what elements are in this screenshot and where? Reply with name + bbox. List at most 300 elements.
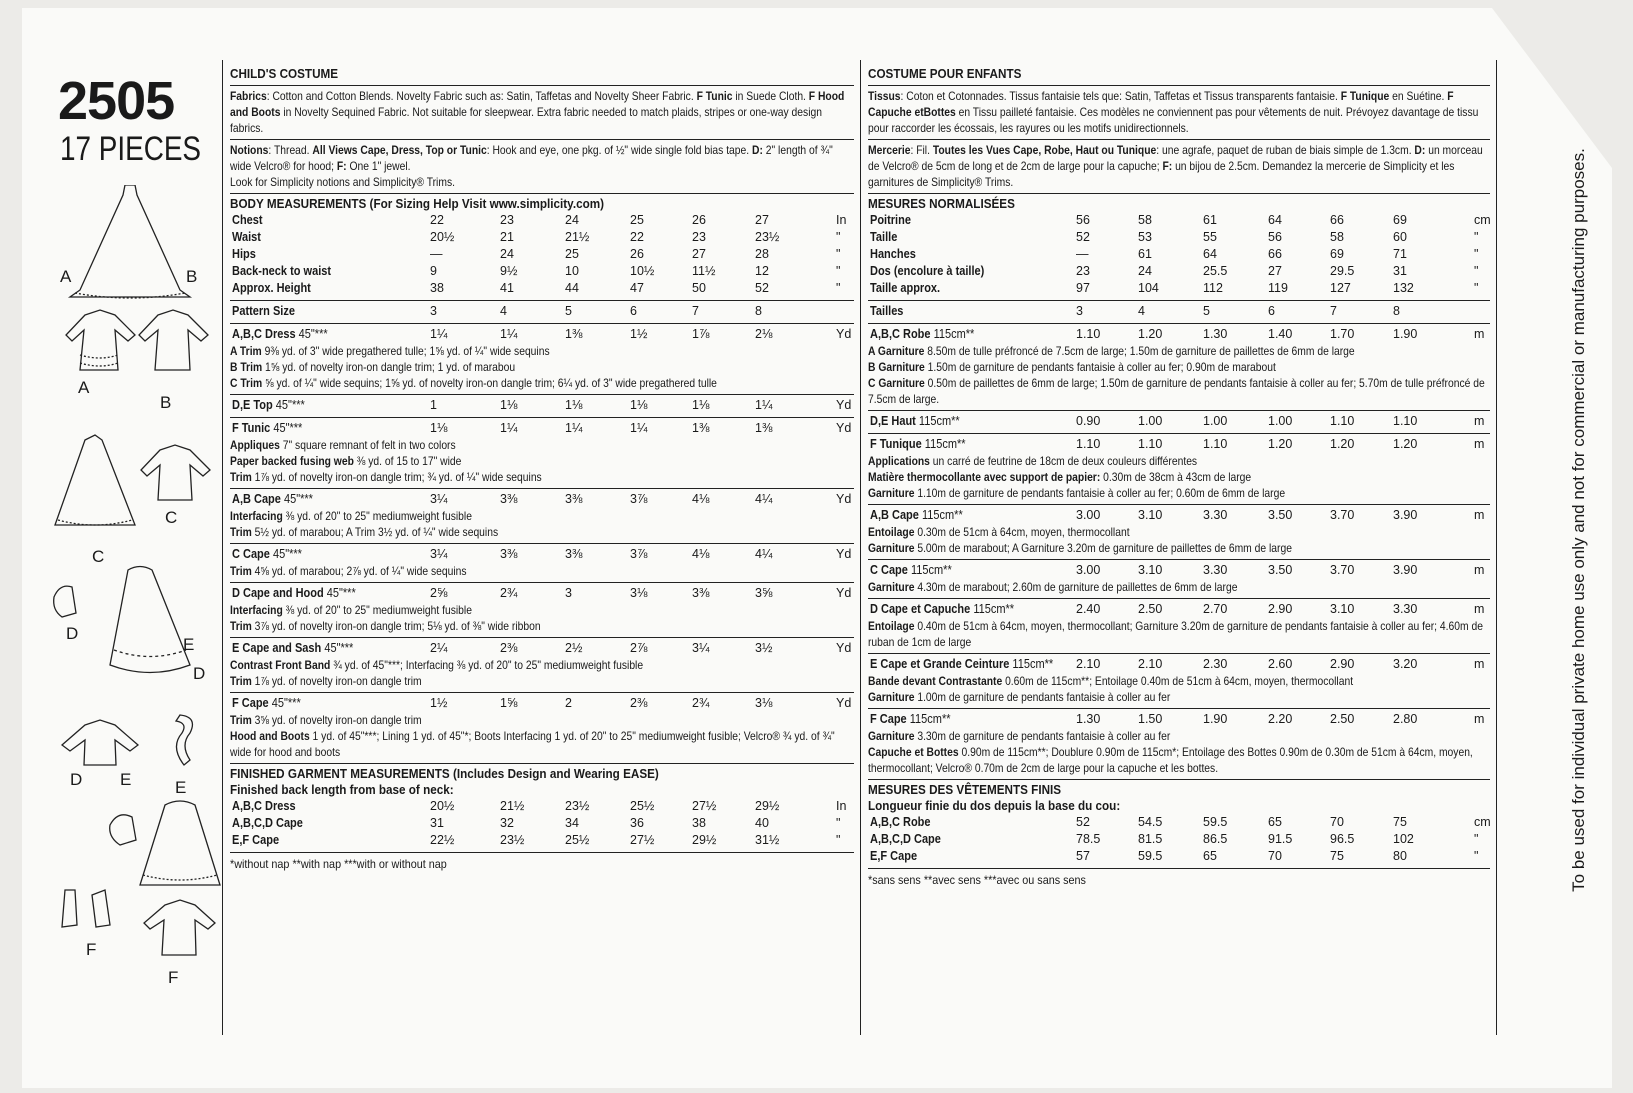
yardage-value: 3⅞	[630, 492, 648, 506]
trim-line	[868, 343, 1489, 359]
yardage-value: 3⅝	[755, 586, 773, 600]
rule	[230, 193, 854, 194]
body-measurements-title: BODY MEASUREMENTS (For Sizing Help Visit www.simplicity.com)	[230, 196, 605, 211]
yardage-block	[230, 326, 854, 391]
body-measurement-row-label: Hips	[232, 247, 256, 261]
fabrics-paragraph	[868, 88, 1489, 136]
rule	[230, 763, 854, 764]
finished-measurement-row-value: 65	[1203, 849, 1217, 863]
body-measurement-row-value: 25	[630, 213, 644, 227]
trim-line-label: Trim	[230, 674, 252, 688]
trim-line	[230, 343, 852, 359]
body-measurement-row	[868, 212, 1490, 229]
yardage-value: 3.00	[1076, 563, 1101, 577]
yardage-unit: m	[1474, 712, 1485, 726]
rule	[868, 653, 1490, 654]
yardage-value: 3.50	[1268, 563, 1293, 577]
trim-line	[868, 540, 1489, 556]
yardage-unit: Yd	[836, 492, 852, 506]
body-measurement-row-value: 69	[1393, 213, 1407, 227]
trim-line-text: 1⅝ yd. of novelty iron-on dangle trim; 1 yd. of marabou	[264, 360, 516, 374]
dress-a-drawing	[66, 310, 135, 370]
trim-line-label: B Garniture	[868, 360, 925, 374]
body-measurement-row-label: Dos (encolure à taille)	[870, 264, 985, 278]
yardage-view	[870, 656, 1053, 673]
yardage-value: 1.20	[1330, 437, 1355, 451]
trim-line	[230, 508, 852, 524]
yardage-value: 1¼	[430, 327, 448, 341]
rule	[230, 417, 854, 418]
pieces-count: 17 PIECES	[60, 130, 202, 168]
finished-measurement-row	[230, 815, 854, 832]
yardage-value: 2.60	[1268, 657, 1293, 671]
yardage-value: 4¼	[755, 547, 773, 561]
hood-f-drawing	[110, 815, 136, 845]
fabrics-view-1: F Tunic	[696, 89, 733, 103]
body-measurement-row-value: 119	[1268, 281, 1288, 295]
yardage-value: 1.10	[1203, 437, 1228, 451]
rule	[868, 85, 1490, 86]
body-measurement-row-value: 97	[1076, 281, 1090, 295]
costume-title: COSTUME POUR ENFANTS	[868, 66, 1022, 81]
body-measurements-title: MESURES NORMALISÉES	[868, 196, 1015, 211]
yardage-value: 3.70	[1330, 508, 1355, 522]
yardage-value: 4⅛	[692, 492, 710, 506]
body-measurement-row-value: 60	[1393, 230, 1407, 244]
trim-line-text: ⅜ yd. of 15 to 17" wide	[356, 454, 462, 468]
trim-line-label: A Trim	[230, 344, 262, 358]
body-measurement-row-value: 10½	[630, 264, 655, 278]
trim-line-text: 0.90m de 115cm**; Doublure 0.90m de 115cm*; Entoilage des Bottes 0.90m de 0.30m de 51cm à 64cm, moyen, thermocollant; Velcro® 0.70m de 2cm de large pour la capuche et les bottes.	[868, 745, 1473, 775]
yardage-block	[230, 695, 854, 760]
dress-c-drawing	[141, 445, 210, 500]
rule	[868, 598, 1490, 599]
trim-line	[230, 359, 852, 375]
rule	[230, 85, 854, 86]
yardage-value: 2.10	[1138, 657, 1163, 671]
yardage-fabric-width: 45"***	[326, 586, 356, 600]
finished-measurement-row-value: 25½	[565, 833, 590, 847]
yardage-value: 3.30	[1203, 563, 1228, 577]
trim-line-label: Trim	[230, 713, 252, 727]
yardage-value: 1	[430, 398, 437, 412]
finished-measurement-row-value: 31½	[755, 833, 780, 847]
trim-line-label: Applications	[868, 454, 930, 468]
yardage-block	[868, 656, 1490, 705]
yardage-row	[230, 546, 854, 563]
body-measurement-row-value: 58	[1138, 213, 1152, 227]
body-measurement-row-unit: "	[836, 230, 841, 244]
finished-measurement-row-value: 23½	[565, 799, 590, 813]
trim-line-text: 1.50m de garniture de pendants fantaisie à coller au fer; 0.90m de marabout	[927, 360, 1276, 374]
finished-measurement-row-label: E,F Cape	[870, 849, 918, 863]
sash-e-drawing	[176, 715, 192, 765]
body-measurement-row-value: 50	[692, 281, 706, 295]
trim-line-text: 0.40m de 51cm à 64cm, moyen, thermocollant; Garniture 3.20m de garniture de pendants fantaisie à coller au fer; 4.60m de ruban de 1cm de large	[868, 619, 1483, 649]
yardage-value: 2⅝	[430, 586, 448, 600]
yardage-view	[870, 436, 966, 453]
rule	[230, 139, 854, 140]
tunic-f-drawing	[144, 900, 215, 955]
yardage-view-label: D Cape et Capuche	[870, 602, 971, 616]
body-measurement-row-value: 24	[565, 213, 579, 227]
yardage-unit: Yd	[836, 398, 852, 412]
body-measurement-row-value: 27	[692, 247, 706, 261]
english-column	[230, 66, 854, 1033]
yardage-unit: Yd	[836, 421, 852, 435]
rule	[868, 559, 1490, 560]
yardage-view-label: F Cape	[232, 696, 269, 710]
trim-line	[868, 673, 1489, 689]
trim-line-text: 1.00m de garniture de pendants fantaisie à coller au fer	[917, 690, 1171, 704]
yardage-value: 2.80	[1393, 712, 1418, 726]
yardage-value: 3.10	[1330, 602, 1355, 616]
body-measurement-row-value: 66	[1268, 247, 1282, 261]
body-measurement-row-value: 26	[630, 247, 644, 261]
illus-label-e2: E	[120, 770, 132, 789]
yardage-block	[868, 507, 1490, 556]
trim-line-label: C Garniture	[868, 376, 925, 390]
yardage-value: 3⅜	[500, 547, 518, 561]
yardage-block	[230, 491, 854, 540]
yardage-value: 1.20	[1393, 437, 1418, 451]
yardage-value: 1⅛	[500, 398, 518, 412]
trim-line-text: 0.30m de 38cm à 43cm de large	[1103, 470, 1252, 484]
trim-line-label: Garniture	[868, 580, 915, 594]
trim-line	[868, 375, 1489, 407]
body-measurement-row-value: 23½	[755, 230, 780, 244]
yardage-block	[230, 546, 854, 579]
usage-notice-text: To be used for individual private home use only and not for commercial or manufacturing purposes.	[1569, 148, 1588, 892]
notions-text-3: un morceau de Velcro® de 5cm de long et de 2cm de large pour la capuche;	[868, 143, 1483, 173]
trim-line	[230, 712, 852, 728]
trim-line-label: Trim	[230, 619, 252, 633]
pattern-size-row-label: Pattern Size	[232, 304, 295, 318]
rule	[868, 868, 1490, 869]
body-measurement-row	[230, 280, 854, 297]
pattern-size-row-value: 8	[1393, 304, 1400, 318]
finished-measurement-row-value: 29½	[755, 799, 780, 813]
body-measurement-row-value: 11½	[692, 264, 716, 278]
body-measurement-row	[230, 229, 854, 246]
finished-measurement-row-value: 70	[1330, 815, 1344, 829]
illus-label-a1: A	[60, 267, 72, 286]
trim-line-label: Interfacing	[230, 603, 283, 617]
yardage-unit: Yd	[836, 696, 852, 710]
yardage-block	[230, 585, 854, 634]
trim-line	[230, 602, 852, 618]
finished-measurement-row-value: 20½	[430, 799, 455, 813]
garment-illustrations	[40, 185, 225, 1015]
trim-line-text: 4.30m de marabout; 2.60m de garniture de paillettes de 6mm de large	[917, 580, 1238, 594]
yardage-value: 1½	[430, 696, 448, 710]
yardage-value: 2¾	[692, 696, 710, 710]
yardage-value: 1½	[630, 327, 648, 341]
body-measurement-row	[230, 263, 854, 280]
body-measurement-row-value: 27	[755, 213, 769, 227]
body-measurement-row-label: Back-neck to waist	[232, 264, 332, 278]
notions-text: : Thread.	[268, 143, 313, 157]
finished-measurement-row-value: 102	[1393, 832, 1414, 846]
notions-paragraph	[868, 142, 1489, 190]
body-measurement-row-value: 9½	[500, 264, 518, 278]
notions-view-f: F:	[1162, 159, 1173, 173]
yardage-value: 1⅛	[630, 398, 648, 412]
yardage-value: 1.00	[1268, 414, 1293, 428]
notions-text-3: 2" length of ¾" wide Velcro® for hood;	[230, 143, 833, 173]
body-measurement-row-value: 21½	[565, 230, 590, 244]
hood-d-drawing	[54, 586, 76, 617]
body-measurement-row-label: Waist	[232, 230, 261, 244]
yardage-value: 1⅛	[565, 398, 583, 412]
yardage-view-label: D Cape and Hood	[232, 586, 324, 600]
finished-measurement-row-label: A,B,C,D Cape	[870, 832, 941, 846]
trim-line-label: B Trim	[230, 360, 263, 374]
finished-measurements-title: FINISHED GARMENT MEASUREMENTS (Includes Design and Wearing EASE)	[230, 766, 659, 781]
yardage-row	[868, 413, 1490, 430]
body-measurement-row-value: 56	[1268, 230, 1282, 244]
yardage-value: 1⅝	[500, 696, 518, 710]
yardage-value: 2⅛	[755, 327, 773, 341]
pattern-size-row	[230, 303, 854, 320]
rule	[230, 582, 854, 583]
yardage-view	[232, 326, 328, 343]
body-measurement-row-value: 25.5	[1203, 264, 1228, 278]
body-measurement-row-value: 23	[1076, 264, 1090, 278]
body-measurement-row-value: 47	[630, 281, 644, 295]
trim-line	[868, 744, 1489, 776]
illus-label-e1: E	[183, 635, 195, 654]
yardage-value: 2.40	[1076, 602, 1101, 616]
yardage-value: 3.50	[1268, 508, 1293, 522]
notions-text-2: : Hook and eye, one pkg. of ½" wide single fold bias tape.	[486, 143, 753, 157]
rule	[230, 637, 854, 638]
yardage-block	[230, 397, 854, 414]
trim-line	[868, 485, 1489, 501]
pattern-size-row	[868, 303, 1490, 320]
top-de-drawing	[62, 720, 138, 765]
rule	[868, 193, 1490, 194]
body-measurement-row-unit: "	[836, 247, 841, 261]
yardage-view-label: D,E Top	[232, 398, 273, 412]
fabrics-text: : Cotton and Cotton Blends. Novelty Fabric such as: Satin, Taffetas and Novelty Sheer Fabric.	[266, 89, 697, 103]
trim-line-text: 4⅝ yd. of marabou; 2⅞ yd. of ¼" wide sequins	[254, 564, 467, 578]
notions-label: Mercerie	[868, 143, 911, 157]
yardage-value: 3.30	[1203, 508, 1228, 522]
trim-line-text: 9⅜ yd. of 3" wide pregathered tulle; 1⅝ yd. of ¼" wide sequins	[264, 344, 550, 358]
body-measurement-row-value: 38	[430, 281, 444, 295]
yardage-fabric-width: 45"***	[324, 641, 354, 655]
yardage-fabric-width: 45"***	[298, 327, 328, 341]
pattern-size-row-value: 6	[630, 304, 637, 318]
yardage-fabric-width: 45"***	[271, 696, 301, 710]
rule	[230, 692, 854, 693]
trim-line	[868, 524, 1489, 540]
rule	[230, 488, 854, 489]
pattern-size-row-value: 5	[1203, 304, 1210, 318]
illus-label-b1: B	[186, 267, 198, 286]
body-measurement-row	[868, 280, 1490, 297]
trim-line-label: A Garniture	[868, 344, 925, 358]
finished-measurement-row-value: 65	[1268, 815, 1282, 829]
trim-line-text: 1⅞ yd. of novelty iron-on dangle trim	[254, 674, 422, 688]
yardage-value: 1¼	[755, 398, 773, 412]
body-measurement-row-unit: "	[836, 264, 841, 278]
illus-label-a2: A	[78, 378, 90, 397]
yardage-value: 1.10	[1138, 437, 1163, 451]
yardage-row	[230, 326, 854, 343]
yardage-unit: m	[1474, 437, 1485, 451]
yardage-value: 1.90	[1393, 327, 1418, 341]
body-measurement-row-value: 23	[692, 230, 706, 244]
pattern-size-row-value: 3	[430, 304, 437, 318]
trim-line-label: C Trim	[230, 376, 263, 390]
yardage-fabric-width: 115cm**	[973, 602, 1015, 616]
finished-measurement-row-value: 22½	[430, 833, 455, 847]
trim-line-text: ⅜ yd. of 20" to 25" mediumweight fusible	[285, 509, 472, 523]
body-measurement-row-value: 61	[1203, 213, 1217, 227]
finished-measurement-row-value: 38	[692, 816, 706, 830]
body-measurement-row-value: 23	[500, 213, 514, 227]
yardage-value: 2.50	[1138, 602, 1163, 616]
body-measurement-row-unit: "	[1474, 281, 1479, 295]
body-measurement-row-value: 12	[755, 264, 769, 278]
body-measurement-row	[230, 212, 854, 229]
yardage-view	[870, 413, 960, 430]
pattern-size-row-value: 4	[500, 304, 507, 318]
yardage-value: 1¼	[500, 327, 518, 341]
trim-line-label: Entoilage	[868, 619, 915, 633]
pattern-size-row-label: Tailles	[870, 304, 904, 318]
yardage-block	[230, 420, 854, 485]
yardage-value: 2¾	[500, 586, 518, 600]
body-measurement-row-value: 52	[755, 281, 769, 295]
trim-line-label: Contrast Front Band	[230, 658, 331, 672]
trim-line-text: 1⅞ yd. of novelty iron-on dangle trim; ¾ yd. of ¼" wide sequins	[254, 470, 542, 484]
dress-b-drawing	[139, 310, 208, 370]
yardage-value: 3.10	[1138, 563, 1163, 577]
trim-line-label: Garniture	[868, 729, 915, 743]
pattern-size-row-value: 7	[1330, 304, 1337, 318]
rule	[868, 139, 1490, 140]
finished-measurement-row-value: 57	[1076, 849, 1090, 863]
yardage-block	[868, 711, 1490, 776]
pattern-size-row-value: 3	[1076, 304, 1083, 318]
yardage-fabric-width: 45"***	[283, 492, 313, 506]
yardage-value: 2	[565, 696, 572, 710]
body-measurement-row-value: 20½	[430, 230, 455, 244]
body-measurement-row-value: 112	[1203, 281, 1223, 295]
yardage-view-label: A,B Cape	[232, 492, 281, 506]
yardage-value: 2.70	[1203, 602, 1228, 616]
body-measurement-row-unit: cm	[1474, 213, 1491, 227]
trim-line	[868, 618, 1489, 650]
yardage-view-label: A,B Cape	[870, 508, 919, 522]
trim-line	[868, 453, 1489, 469]
rule	[868, 433, 1490, 434]
yardage-fabric-width: 115cm**	[910, 563, 952, 577]
yardage-value: 3⅜	[565, 547, 583, 561]
notions-text-5: Look for Simplicity notions and Simplicity® Trims.	[230, 175, 455, 189]
yardage-value: 3⅜	[565, 492, 583, 506]
finished-measurement-row-value: 21½	[500, 799, 525, 813]
yardage-view	[870, 562, 952, 579]
finished-measurement-row-value: 27½	[692, 799, 717, 813]
body-measurement-row-unit: "	[1474, 247, 1479, 261]
body-measurement-row-value: 27	[1268, 264, 1282, 278]
body-measurement-row-value: 71	[1393, 247, 1407, 261]
yardage-value: 1.40	[1268, 327, 1293, 341]
rule	[868, 323, 1490, 324]
yardage-value: 2¼	[430, 641, 448, 655]
yardage-value: 3½	[755, 641, 773, 655]
finished-measurement-row-value: 36	[630, 816, 644, 830]
trim-line-label: Trim	[230, 564, 252, 578]
fabrics-label: Tissus	[868, 89, 901, 103]
yardage-view	[870, 711, 951, 728]
notions-text-4: un bijou de 2.5cm. Demandez la mercerie de Simplicity et les garnitures de Simplicity® Trims.	[868, 159, 1455, 189]
yardage-view-label: D,E Haut	[870, 414, 916, 428]
yardage-value: 1.00	[1138, 414, 1163, 428]
body-measurement-row-unit: "	[1474, 264, 1479, 278]
yardage-value: 2⅞	[630, 641, 648, 655]
yardage-fabric-width: 115cm**	[924, 437, 966, 451]
finished-back-length-subtitle: Finished back length from base of neck:	[230, 782, 454, 797]
body-measurement-row-label: Poitrine	[870, 213, 911, 227]
yardage-value: 3.70	[1330, 563, 1355, 577]
body-measurement-row-value: 22	[430, 213, 444, 227]
trim-line-text: ⅜ yd. of 20" to 25" mediumweight fusible	[285, 603, 472, 617]
yardage-value: 3¼	[692, 641, 710, 655]
yardage-value: 3.00	[1076, 508, 1101, 522]
body-measurement-row-value: 28	[755, 247, 769, 261]
finished-measurement-row-value: 80	[1393, 849, 1407, 863]
boots-f-drawing	[62, 890, 110, 927]
yardage-value: 1⅛	[692, 398, 710, 412]
fabrics-text-3: in Novelty Sequined Fabric. Not suitable for sleepwear. Extra fabric needed to match plaids, stripes or one-way design fabrics.	[230, 105, 822, 135]
yardage-view	[232, 546, 302, 563]
pattern-size-row-value: 8	[755, 304, 762, 318]
divider-middle	[860, 60, 861, 1035]
illus-label-d2: D	[193, 664, 206, 683]
fabrics-label: Fabrics	[230, 89, 267, 103]
yardage-value: 1.10	[1393, 414, 1418, 428]
illus-label-b2: B	[160, 393, 172, 412]
cape-f-drawing	[140, 801, 220, 885]
yardage-value: 1.20	[1268, 437, 1293, 451]
trim-line	[230, 563, 852, 579]
finished-measurement-row-label: E,F Cape	[232, 833, 280, 847]
nap-footnote: *sans sens **avec sens ***avec ou sans sens	[868, 873, 1086, 887]
body-measurement-row-value: 127	[1330, 281, 1351, 295]
notions-views: Toutes les Vues Cape, Robe, Haut ou Tunique	[932, 143, 1157, 157]
pattern-size-row-value: 6	[1268, 304, 1275, 318]
body-measurement-row-value: 56	[1076, 213, 1090, 227]
trim-line-text: un carré de feutrine de 18cm de deux couleurs différentes	[932, 454, 1198, 468]
trim-line	[230, 453, 852, 469]
finished-measurement-row-value: 52	[1076, 815, 1090, 829]
finished-measurement-row-value: 70	[1268, 849, 1282, 863]
yardage-row	[868, 656, 1490, 673]
yardage-value: 1.30	[1076, 712, 1101, 726]
finished-measurement-row-value: 23½	[500, 833, 525, 847]
rule	[868, 410, 1490, 411]
french-column	[868, 66, 1490, 1033]
yardage-block	[868, 413, 1490, 430]
trim-line	[230, 728, 852, 760]
trim-line-label: Matière thermocollante avec support de papier:	[868, 470, 1101, 484]
yardage-value: 4¼	[755, 492, 773, 506]
